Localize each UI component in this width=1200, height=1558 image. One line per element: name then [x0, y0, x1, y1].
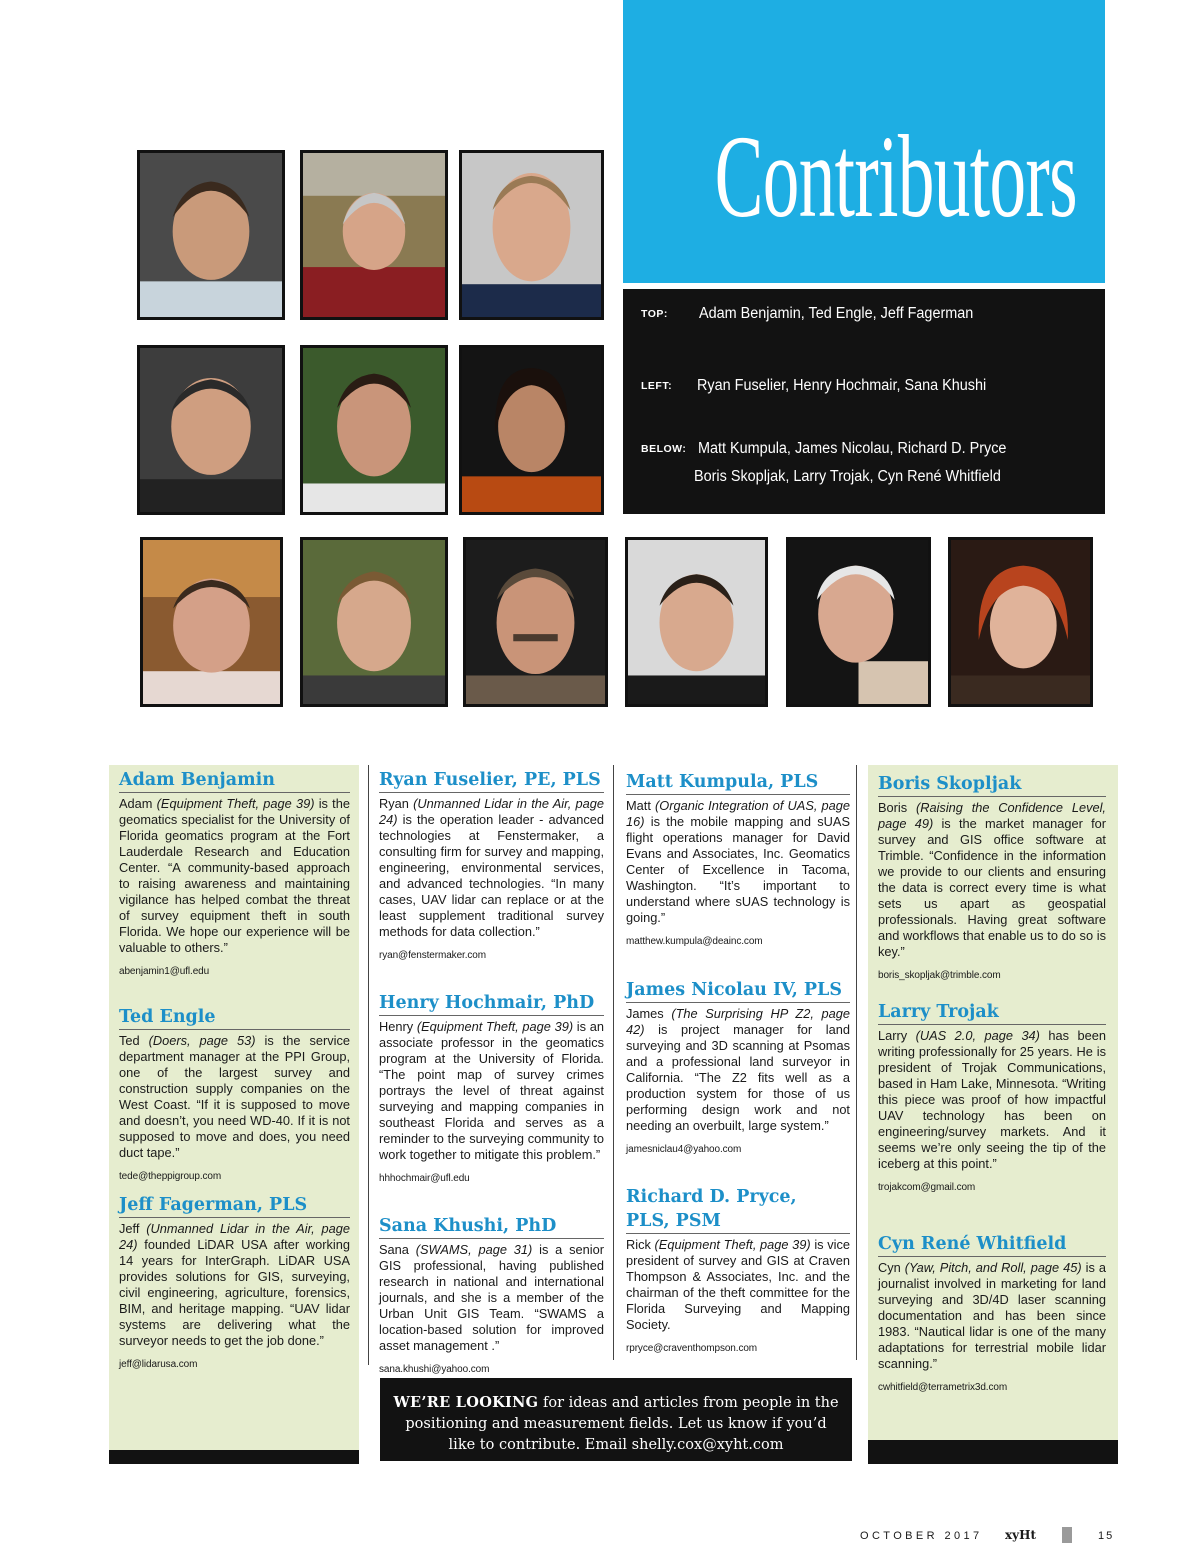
bio-name-james-nicolau: James Nicolau IV, PLS — [626, 979, 850, 1003]
page-number: 15 — [1098, 1530, 1115, 1542]
bio-article-ref: (Equipment Theft, page 39) — [654, 1237, 811, 1252]
bio-name-matt-kumpula: Matt Kumpula, PLS — [626, 771, 850, 795]
footer-issue-date: OCTOBER 2017 — [860, 1530, 983, 1542]
bio-first-name: Matt — [626, 798, 655, 813]
bio-name-richard-pryce-line2: PLS, PSM — [626, 1210, 850, 1234]
bio-body: is the market manager for survey and GIS office software at Trimble. “Confidence in the information we provide to our clients and ensuring the data is correct every time is what sets us apart as geospatial professionals. Having great software and workflows that enable us to do so is key.” — [878, 816, 1107, 959]
bio-james-nicolau — [626, 1006, 850, 1158]
bio-first-name: Ryan — [379, 796, 414, 811]
bio-adam-benjamin — [119, 796, 350, 980]
callout-lead: WE’RE LOOKING — [393, 1394, 539, 1411]
bio-first-name: James — [626, 1006, 672, 1021]
bio-body: is project manager for land surveying and 3D scanning at Psomas and a professional land surveyor in California. “The Z2 fits well as a production system for those of us performing design work and not needing an overbuilt, large system.” — [626, 1022, 850, 1133]
callout-line-3[interactable]: like to contribute. Email shelly.cox@xyht.com — [448, 1437, 784, 1453]
bio-body: is vice president of survey and GIS at Craven Thompson & Associates, Inc. and the chairman of the theft committee for the Florida Surveying and Mapping Society. — [626, 1237, 850, 1332]
bio-article-ref: (Unmanned Lidar in the Air, page 24) — [119, 1221, 350, 1252]
bio-name-sana-khushi: Sana Khushi, PhD — [379, 1215, 604, 1239]
bio-richard-pryce — [626, 1237, 850, 1357]
bio-article-ref: (The Surprising HP Z2, page 42) — [626, 1006, 851, 1037]
column-4-bar — [868, 1440, 1118, 1464]
bio-name-jeff-fagerman: Jeff Fagerman, PLS — [119, 1194, 350, 1218]
photo-richard-pryce — [463, 537, 608, 707]
bio-first-name: Larry — [878, 1028, 916, 1043]
bio-article-ref: (SWAMS, page 31) — [415, 1242, 533, 1257]
bio-ryan-fuselier — [379, 796, 604, 964]
bio-article-ref: (Doers, page 53) — [148, 1033, 256, 1048]
bio-first-name: Ted — [119, 1033, 149, 1048]
bio-body: is a senior GIS professional, having published research in national and international journals, and she is a member of the Urban Unit GIS Team. “SWAMS a location-based solution for improved asset management .” — [379, 1242, 604, 1353]
bio-cyn-rene-whitfield — [878, 1260, 1106, 1396]
column-divider-2 — [613, 765, 614, 1360]
bio-first-name: Rick — [626, 1237, 655, 1252]
page-title: Contributors — [714, 111, 1078, 242]
bio-email[interactable]: hhhochmair@ufl.edu — [379, 1173, 470, 1184]
caption-below-names-2: Boris Skopljak, Larry Trojak, Cyn René Whitfield — [694, 468, 1001, 485]
photo-boris-skopljak — [625, 537, 768, 707]
bio-email[interactable]: tede@theppigroup.com — [119, 1171, 222, 1182]
photo-matt-kumpula — [140, 537, 283, 707]
caption-top-names: Adam Benjamin, Ted Engle, Jeff Fagerman — [699, 305, 974, 322]
footer-brand: xyHt — [1005, 1528, 1037, 1542]
bio-first-name: Cyn — [878, 1260, 905, 1275]
bio-name-richard-pryce-line1: Richard D. Pryce, — [626, 1187, 797, 1207]
bio-sana-khushi — [379, 1242, 604, 1378]
bio-article-ref: (Equipment Theft, page 39) — [156, 796, 315, 811]
footer-marker — [1062, 1527, 1072, 1543]
bio-first-name: Henry — [379, 1019, 417, 1034]
photo-larry-trojak — [786, 537, 931, 707]
caption-left-label: LEFT: — [641, 380, 673, 392]
bio-email[interactable]: sana.khushi@yahoo.com — [379, 1364, 490, 1375]
photo-adam-benjamin — [137, 150, 285, 320]
bio-ted-engle — [119, 1033, 350, 1185]
bio-body: is the mobile mapping and sUAS flight operations manager for David Evans and Associates, Inc. Geomatics Center of Excellence in Tacoma, Washington. “It’s important to understand where sUAS technology is going.” — [626, 814, 850, 925]
bio-article-ref: (Equipment Theft, page 39) — [416, 1019, 574, 1034]
bio-body: has been writing professionally for 25 years. He is president of Trojak Communications, based in Ham Lake, Minnesota. “Writing this piece was proof of how impactful UAV technology has been on engineering/survey markets. And it seems we’re only seeing the tip of the iceberg at this point.” — [878, 1028, 1106, 1171]
bio-article-ref: (Yaw, Pitch, and Roll, page 45) — [904, 1260, 1082, 1275]
bio-first-name: Jeff — [119, 1221, 147, 1236]
bio-email[interactable]: cwhitfield@terrametrix3d.com — [878, 1382, 1008, 1393]
bio-article-ref: (Unmanned Lidar in the Air, page 24) — [379, 796, 604, 827]
bio-email[interactable]: jeff@lidarusa.com — [119, 1359, 198, 1370]
bio-email[interactable]: matthew.kumpula@deainc.com — [626, 936, 763, 947]
photo-ryan-fuselier — [137, 345, 285, 515]
bio-name-ryan-fuselier: Ryan Fuselier, PE, PLS — [379, 769, 604, 793]
photo-cyn-rene-whitfield — [948, 537, 1093, 707]
bio-body: founded LiDAR USA after working 14 years for InterGraph. LiDAR USA provides solutions for GIS, surveying, civil engineering, agriculture, forensics, BIM, and heritage mapping. “UAV lidar systems are delivering what the surveyor needs to get the job done.” — [119, 1237, 350, 1348]
photo-jeff-fagerman — [459, 150, 604, 320]
contribute-callout — [380, 1378, 852, 1461]
callout-line-2: positioning and measurement fields. Let us know if you’d — [405, 1416, 827, 1432]
photo-caption-box — [623, 289, 1105, 514]
photo-sana-khushi — [459, 345, 604, 515]
bio-body: is the operation leader - advanced technologies at Fenstermaker, a consulting firm for survey and mapping, engineering, environmental services, and advanced technologies. “In many cases, UAV lidar can replace or at the least supplement traditional survey methods for data collection.” — [379, 812, 604, 939]
bio-email[interactable]: jamesniclau4@yahoo.com — [626, 1144, 742, 1155]
bio-name-larry-trojak: Larry Trojak — [878, 1001, 1106, 1025]
bio-jeff-fagerman — [119, 1221, 350, 1373]
bio-larry-trojak — [878, 1028, 1106, 1196]
bio-name-boris-skopljak: Boris Skopljak — [878, 773, 1106, 797]
bio-body: is a journalist involved in marketing for land surveying and 3D/4D laser scanning documentation and has been since 1983. “Nautical lidar is one of the many adaptations for terrestrial mobile lidar scanning.” — [878, 1260, 1106, 1371]
column-divider-3 — [856, 765, 857, 1360]
bio-email[interactable]: trojakcom@gmail.com — [878, 1182, 976, 1193]
caption-left-names: Ryan Fuselier, Henry Hochmair, Sana Khushi — [697, 377, 987, 394]
callout-line-1 — [380, 1392, 852, 1414]
bio-first-name: Boris — [878, 800, 916, 815]
bio-body: is the geomatics specialist for the University of Florida geomatics program at the Fort Lauderdale Research and Education Center. “A community-based approach to raising awareness and maintaining vigilance has helped combat the threat of survey equipment theft in south Florida. We hope our experience will be valuable to others.” — [119, 796, 350, 955]
bio-name-cyn-rene-whitfield: Cyn René Whitfield — [878, 1233, 1106, 1257]
photo-james-nicolau — [300, 537, 448, 707]
bio-boris-skopljak — [878, 800, 1106, 984]
bio-article-ref: (Organic Integration of UAS, page 16) — [626, 798, 850, 829]
bio-email[interactable]: ryan@fenstermaker.com — [379, 950, 486, 961]
bio-name-henry-hochmair: Henry Hochmair, PhD — [379, 992, 604, 1016]
bio-body: is an associate professor in the geomatics program at the University of Florida. “The point map of survey crimes portrays the level of threat against surveying and mapping companies in southeast Florida and serves as a reminder to the surveying community to work together to mitigate this problem.” — [379, 1019, 604, 1162]
photo-henry-hochmair — [300, 345, 448, 515]
caption-below-names-1: Matt Kumpula, James Nicolau, Richard D. Pryce — [698, 440, 1007, 457]
title-block — [623, 0, 1105, 283]
column-1-bar — [109, 1450, 359, 1464]
bio-email[interactable]: boris_skopljak@trimble.com — [878, 970, 1001, 981]
caption-below-label: BELOW: — [641, 443, 687, 455]
bio-first-name: Sana — [379, 1242, 416, 1257]
caption-below — [641, 440, 1030, 458]
bio-name-ted-engle: Ted Engle — [119, 1006, 350, 1030]
bio-article-ref: (UAS 2.0, page 34) — [915, 1028, 1040, 1043]
caption-top — [641, 305, 994, 323]
column-divider-1 — [368, 765, 369, 1365]
bio-name-adam-benjamin: Adam Benjamin — [119, 769, 350, 793]
bio-first-name: Adam — [119, 796, 157, 811]
bio-article-ref: (Raising the Confidence Level, page 49) — [878, 800, 1106, 831]
bio-email[interactable]: rpryce@craventhompson.com — [626, 1343, 758, 1354]
caption-top-label: TOP: — [641, 308, 668, 320]
caption-left — [641, 377, 1008, 395]
bio-email[interactable]: abenjamin1@ufl.edu — [119, 966, 210, 977]
photo-ted-engle — [300, 150, 448, 320]
bio-body: is the service department manager at the PPI Group, one of the largest survey and construction supply companies on the West Coast. “If it is supposed to move and doesn’t, you need WD-40. If it is not supposed to move and does, you need duct tape.” — [119, 1033, 350, 1160]
bio-henry-hochmair — [379, 1019, 604, 1187]
bio-matt-kumpula — [626, 798, 850, 950]
callout-line-1-text: for ideas and articles from people in the — [538, 1395, 839, 1411]
